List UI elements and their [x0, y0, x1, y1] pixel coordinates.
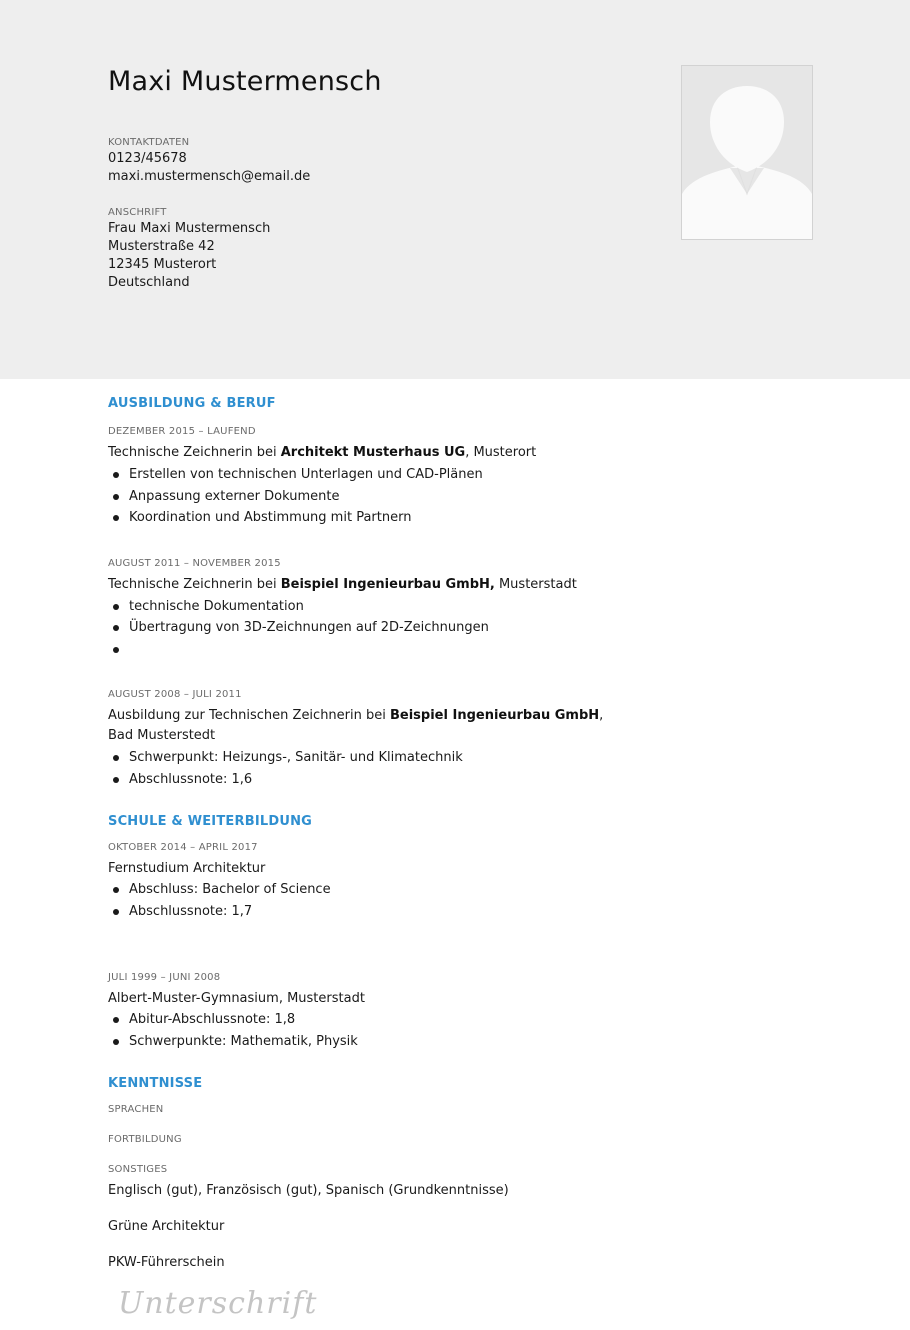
email-address: maxi.mustermensch@email.de — [108, 169, 311, 184]
career-entry — [108, 688, 608, 790]
section-title-skills: KENNTNISSE — [108, 1076, 203, 1091]
address-line: Frau Maxi Mustermensch — [108, 221, 271, 236]
list-item: Abschlussnote: 1,6 — [108, 769, 608, 791]
career-entry — [108, 425, 608, 529]
list-item: Schwerpunkte: Mathematik, Physik — [108, 1031, 608, 1053]
career-entry — [108, 557, 608, 661]
signature-placeholder: Unterschrift — [118, 1286, 318, 1321]
entry-title: Albert-Muster-Gymnasium, Musterstadt — [108, 991, 365, 1006]
profile-photo-placeholder[interactable] — [681, 65, 813, 240]
skills-value-languages: Englisch (gut), Französisch (gut), Spanisch (Grundkenntnisse) — [108, 1183, 509, 1198]
entry-bullets — [108, 747, 608, 790]
entry-title: Technische Zeichnerin bei Beispiel Ingenieurbau GmbH, Musterstadt — [108, 576, 577, 592]
list-item: Übertragung von 3D-Zeichnungen auf 2D-Zeichnungen — [108, 617, 608, 639]
company-name: Beispiel Ingenieurbau GmbH — [390, 708, 600, 723]
entry-date: JULI 1999 – JUNI 2008 — [108, 972, 221, 983]
list-item: Anpassung externer Dokumente — [108, 486, 608, 508]
person-name: Maxi Mustermensch — [108, 66, 382, 97]
list-item: Schwerpunkt: Heizungs-, Sanitär- und Klimatechnik — [108, 747, 608, 769]
header-band — [0, 0, 910, 379]
entry-date: AUGUST 2008 – JULI 2011 — [108, 689, 242, 700]
list-item: Abschlussnote: 1,7 — [108, 901, 608, 923]
cv-main-content — [108, 394, 608, 1273]
entry-bullets — [108, 464, 608, 529]
contact-block — [108, 136, 310, 186]
entry-title: Ausbildung zur Technischen Zeichnerin bei Beispiel Ingenieurbau GmbH, Bad Musterstedt — [108, 708, 604, 743]
address-label: ANSCHRIFT — [108, 207, 167, 218]
career-section — [108, 394, 608, 790]
address-line: Musterstraße 42 — [108, 239, 215, 254]
skills-label-training: FORTBILDUNG — [108, 1134, 182, 1145]
skills-label-languages: SPRACHEN — [108, 1104, 164, 1115]
entry-date: AUGUST 2011 – NOVEMBER 2015 — [108, 557, 281, 569]
address-line: Deutschland — [108, 275, 190, 290]
contact-label: KONTAKTDATEN — [108, 137, 190, 148]
list-item: technische Dokumentation — [108, 596, 608, 618]
phone-number: 0123/45678 — [108, 151, 187, 166]
skills-label-other: SONSTIGES — [108, 1164, 168, 1175]
company-name: Beispiel Ingenieurbau GmbH, — [280, 576, 495, 592]
entry-title: Fernstudium Architektur — [108, 861, 266, 876]
list-item: Abitur-Abschlussnote: 1,8 — [108, 1009, 608, 1031]
entry-bullets — [108, 1009, 608, 1052]
entry-title: Technische Zeichnerin bei Architekt Musterhaus UG, Musterort — [108, 445, 537, 460]
address-block — [108, 206, 270, 292]
entry-bullets — [108, 879, 608, 922]
section-title-school: SCHULE & WEITERBILDUNG — [108, 814, 313, 829]
skills-section — [108, 1074, 608, 1273]
list-item — [108, 639, 608, 661]
skills-value-other: PKW-Führerschein — [108, 1255, 225, 1270]
school-entry — [108, 971, 608, 1052]
avatar-icon — [682, 66, 812, 239]
list-item: Erstellen von technischen Unterlagen und CAD-Plänen — [108, 464, 608, 486]
school-section — [108, 812, 608, 1052]
list-item: Abschluss: Bachelor of Science — [108, 879, 608, 901]
address-line: 12345 Musterort — [108, 257, 217, 272]
skills-value-training: Grüne Architektur — [108, 1219, 225, 1234]
list-item: Koordination und Abstimmung mit Partnern — [108, 507, 608, 529]
school-entry — [108, 841, 608, 922]
entry-date: DEZEMBER 2015 – LAUFEND — [108, 426, 256, 437]
company-name: Architekt Musterhaus UG — [280, 445, 466, 460]
entry-bullets — [108, 596, 608, 661]
section-title-career: AUSBILDUNG & BERUF — [108, 396, 276, 411]
entry-date: OKTOBER 2014 – APRIL 2017 — [108, 842, 258, 853]
